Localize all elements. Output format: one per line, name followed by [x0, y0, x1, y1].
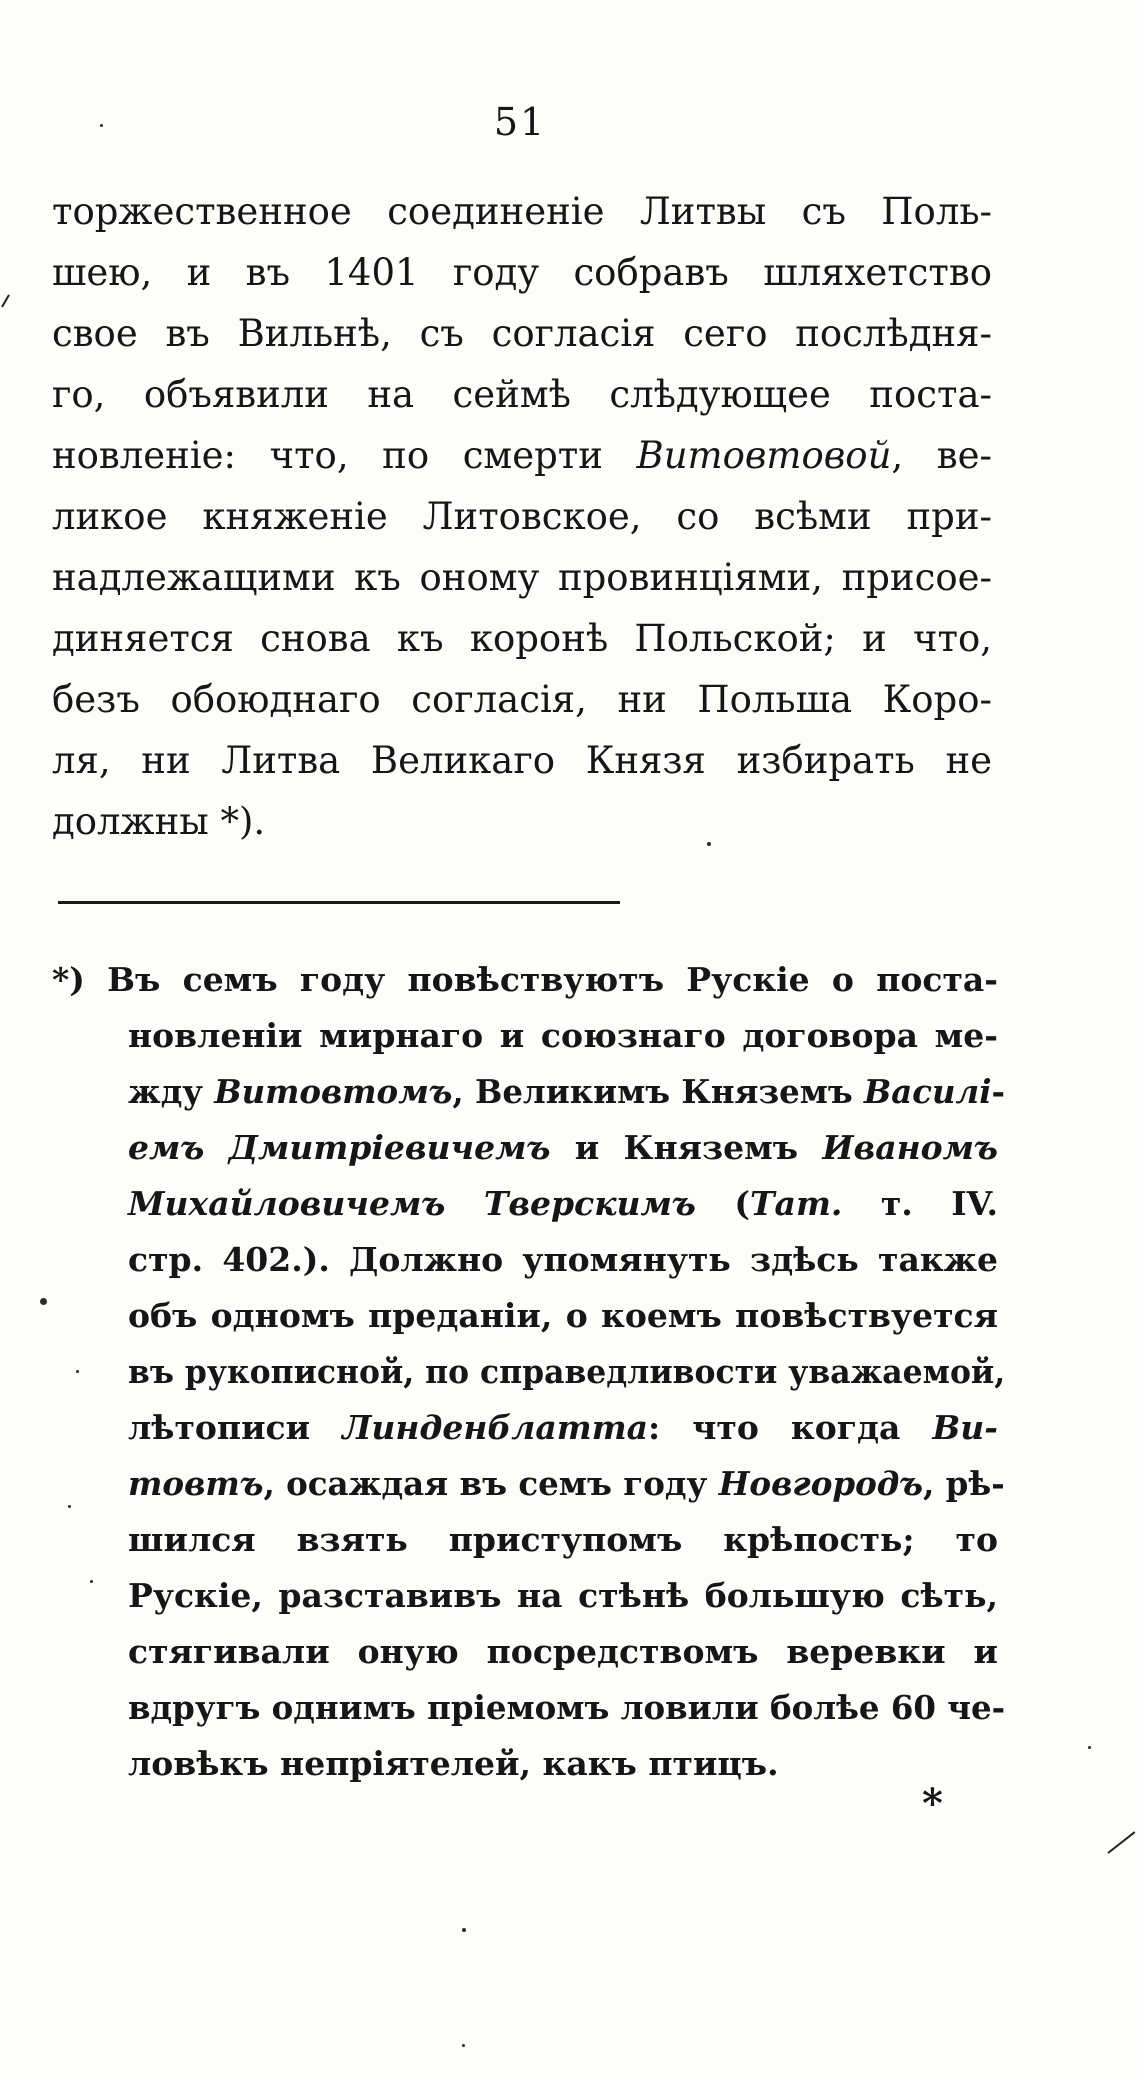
scan-speck [707, 842, 711, 846]
footnote-text: , рѣ- [923, 1464, 1005, 1503]
catchword: * [922, 1780, 943, 1827]
footnote-line [128, 1520, 998, 1560]
footnote-line [128, 1184, 998, 1224]
footnote-italic: Ви- [932, 1408, 998, 1447]
main-text-fragment: , ве- [891, 434, 992, 477]
footnote-text: , осаждая въ семъ году [263, 1464, 719, 1503]
scan-speck [462, 1928, 466, 1932]
footnote-line [128, 1072, 1005, 1112]
footnote-line [128, 1464, 1005, 1504]
footnote-line [128, 1352, 1006, 1392]
scan-mark [1107, 1831, 1135, 1854]
scan-speck [68, 1505, 71, 1508]
footnote-italic: емъ Дмитріевичемъ [128, 1128, 551, 1167]
main-text-line: ликое княженіе Литовское, со всѣми при- [52, 495, 992, 538]
footnote-line [128, 1240, 998, 1280]
main-text-line: должны *). [52, 800, 266, 843]
scan-mark [1, 294, 10, 307]
footnote-text: стр. 402.). Должно упомянуть здѣсь также [128, 1240, 998, 1279]
scan-speck [90, 1580, 93, 1583]
footnote-italic: Тат. [750, 1184, 843, 1223]
main-text-line: свое въ Вильнѣ, съ согласія сего послѣдня- [52, 312, 992, 355]
main-text-italic: Витовтовой [636, 434, 892, 477]
scan-speck [1088, 1746, 1091, 1749]
footnote-line [128, 1632, 998, 1672]
scan-speck [100, 124, 103, 127]
footnote-text: стягивали оную посредствомъ веревки и [128, 1632, 998, 1671]
footnote-italic: Новгородъ [718, 1464, 924, 1503]
scan-speck [40, 1298, 47, 1305]
footnote-line [128, 1408, 998, 1448]
footnote-text: , Великимъ Княземъ [452, 1072, 864, 1111]
footnote-text: ( [695, 1184, 750, 1223]
footnote-italic: і [979, 1072, 992, 1111]
page-number: 51 [493, 100, 547, 144]
footnote-line [128, 1296, 998, 1336]
main-text-line: торжественное соединеніе Литвы съ Поль- [52, 190, 992, 233]
footnote-line [52, 960, 998, 1000]
footnote-text: : что когда [648, 1408, 933, 1447]
main-text-line: безъ обоюднаго согласія, ни Польша Коро- [52, 678, 992, 721]
main-text-fragment: новленіе: что, по смерти [52, 434, 637, 477]
main-text-line: диняется снова къ коронѣ Польской; и что, [52, 617, 992, 660]
footnote-text: Рускіе, разставивъ на стѣнѣ большую сѣть, [128, 1576, 998, 1615]
footnote-line [128, 1016, 998, 1056]
footnote-text: - [991, 1072, 1005, 1111]
footnote-text: ловѣкъ непріятелей, какъ птицъ. [128, 1744, 779, 1783]
footnote-text: т. IV. [842, 1184, 998, 1223]
main-text-line: надлежащими къ оному провинціями, присое- [52, 556, 992, 599]
footnote-italic: товтъ [128, 1464, 264, 1503]
footnote-text: лѣтописи [128, 1408, 343, 1447]
footnote-text: шился взять приступомъ крѣпость; то [128, 1520, 998, 1559]
footnote-line [128, 1744, 779, 1784]
main-text-line: го, объявили на сеймѣ слѣдующее поста- [52, 373, 992, 416]
footnote-italic: Иваномъ [822, 1128, 999, 1167]
footnote-line [128, 1576, 998, 1616]
footnote-text: новленіи мирнаго и союзнаго договора ме- [128, 1016, 998, 1055]
footnote-text: жду [128, 1072, 215, 1111]
scan-speck [462, 2044, 465, 2047]
footnote-italic: Витовтомъ [214, 1072, 453, 1111]
footnote-text: въ рукописной, по справедливости уважаемой, [128, 1352, 1006, 1391]
footnote-line [128, 1688, 1006, 1728]
footnote-line [128, 1128, 998, 1168]
main-text-line: шею, и въ 1401 году собравъ шляхетство [52, 251, 992, 294]
footnote-italic: Линденблатта [342, 1408, 649, 1447]
footnote-text: и Княземъ [550, 1128, 823, 1167]
scan-speck [76, 1370, 79, 1373]
footnote-text: вдругъ однимъ пріемомъ ловили болѣе 60 че- [128, 1688, 1006, 1727]
main-text-line [52, 434, 992, 478]
footnote-italic: Михайловичемъ Тверскимъ [128, 1184, 696, 1223]
footnote-italic: Васил [863, 1072, 980, 1111]
main-text-line: ля, ни Литва Великаго Князя избирать не [52, 739, 992, 782]
footnote-text: объ одномъ преданіи, о коемъ повѣствуется [128, 1296, 998, 1335]
footnote-text: *) Въ семъ году повѣствуютъ Рускіе о поста- [52, 960, 998, 999]
footnote-separator-rule [58, 901, 620, 904]
